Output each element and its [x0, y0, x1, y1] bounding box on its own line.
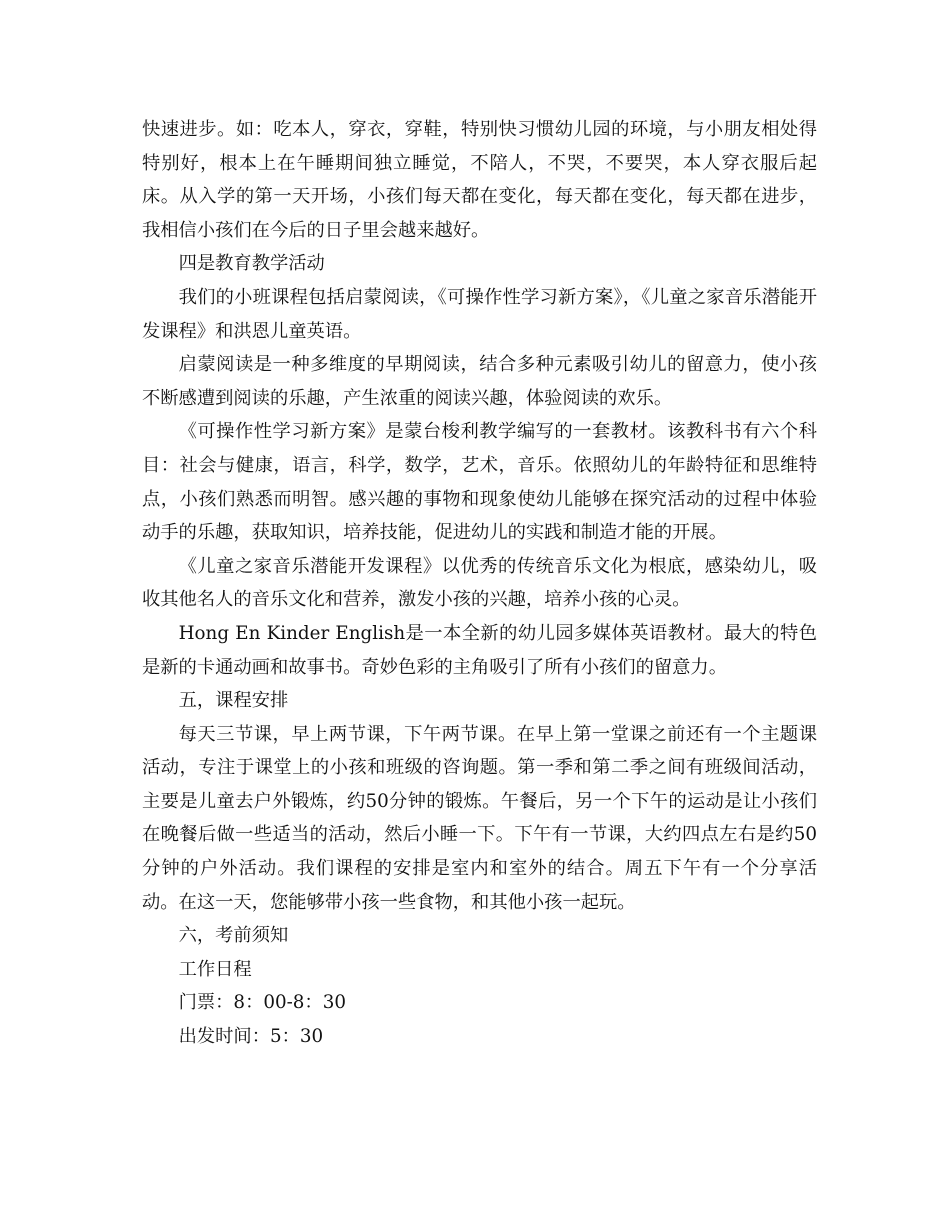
paragraph-english-course: Hong En Kinder English是一本全新的幼儿园多媒体英语教材。最大的特色是新的卡通动画和故事书。奇妙色彩的主角吸引了所有小孩们的留意力。: [142, 622, 817, 678]
paragraph-curriculum-overview: 我们的小班课程包括启蒙阅读，《可操作性学习新方案》，《儿童之家音乐潜能开发课程》和洪恩儿童英语。: [142, 286, 817, 342]
paragraph-operable-learning: 《可操作性学习新方案》是蒙台梭利教学编写的一套教材。该教科书有六个科目：社会与健康，语言，科学，数学，艺术，音乐。依照幼儿的年龄特征和思维特点，小孩们熟悉而明智。感兴趣的事物和现象使幼儿能够在探究活动的过程中体验动手的乐趣，获取知识，培养技能，促进幼儿的实践和制造才能的开展。: [142, 421, 817, 544]
paragraph-enlightenment-reading: 启蒙阅读是一种多维度的早期阅读，结合多种元素吸引幼儿的留意力，使小孩不断感遭到阅读的乐趣，产生浓重的阅读兴趣，体验阅读的欢乐。: [142, 354, 817, 409]
paragraph-entry-time: 门票：8：00-8：30: [178, 992, 346, 1014]
heading-notes: 六，考前须知: [178, 925, 289, 947]
paragraph-music-course: 《儿童之家音乐潜能开发课程》以优秀的传统音乐文化为根底，感染幼儿，吸收其他名人的音乐文化和营养，激发小孩的兴趣，培养小孩的心灵。: [142, 555, 817, 611]
document-page: [142, 113, 817, 1054]
heading-course-schedule: 五，课程安排: [178, 690, 289, 712]
paragraph-daily-schedule: 每天三节课，早上两节课，下午两节课。在早上第一堂课之前还有一个主题课活动，专注于课堂上的小孩和班级的咨询题。第一季和第二季之间有班级间活动，主要是儿童去户外锻炼，约50分钟的锻炼。午餐后，另一个下午的运动是让小孩们在晚餐后做一些适当的活动，然后小睡一下。下午有一节课，大约四点左右是约50分钟的户外活动。我们课程的安排是室内和室外的结合。周五下午有一个分享活动。在这一天，您能够带小孩一些食物，和其他小孩一起玩。: [142, 723, 817, 913]
paragraph-progress: 快速进步。如：吃本人，穿衣，穿鞋，特别快习惯幼儿园的环境，与小朋友相处得特别好，根本上在午睡期间独立睡觉，不陪人，不哭，不要哭，本人穿衣服后起床。从入学的第一天开场，小孩们每天都在变化，每天都在变化，每天都在进步，我相信小孩们在今后的日子里会越来越好。: [142, 119, 817, 241]
paragraph-departure-time: 出发时间：5：30: [178, 1026, 324, 1048]
heading-teaching-activities: 四是教育教学活动: [178, 253, 325, 275]
heading-work-schedule: 工作日程: [178, 958, 252, 980]
